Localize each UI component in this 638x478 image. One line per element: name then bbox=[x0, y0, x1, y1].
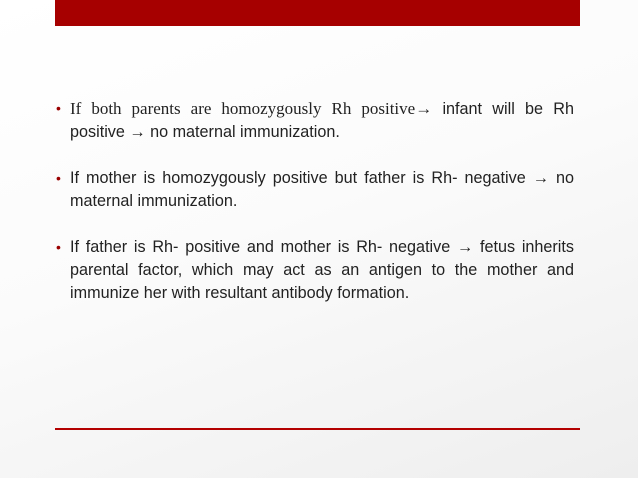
footer-divider-line bbox=[55, 428, 580, 430]
bullet-dot-icon: • bbox=[56, 100, 61, 116]
bullet-dot-icon: • bbox=[56, 239, 61, 255]
bullet-item-1 bbox=[56, 97, 574, 144]
bullet-list bbox=[56, 97, 574, 328]
bullet-dot-icon: • bbox=[56, 170, 61, 186]
bullet-text-serif: If both parents are homozygously Rh positive→ bbox=[70, 99, 433, 118]
bullet-text: If mother is homozygously positive but father is Rh- negative → no maternal immunization. bbox=[70, 169, 574, 210]
bullet-text: If father is Rh- positive and mother is Rh- negative → fetus inherits parental factor, which may act as an antigen to the mother and immunize her with resultant antibody formation. bbox=[70, 238, 574, 302]
bullet-text: infant will be Rh positive → no maternal immunization. bbox=[70, 100, 574, 141]
bullet-item-3 bbox=[56, 236, 574, 305]
bullet-item-2 bbox=[56, 167, 574, 213]
header-accent-bar bbox=[55, 0, 580, 26]
